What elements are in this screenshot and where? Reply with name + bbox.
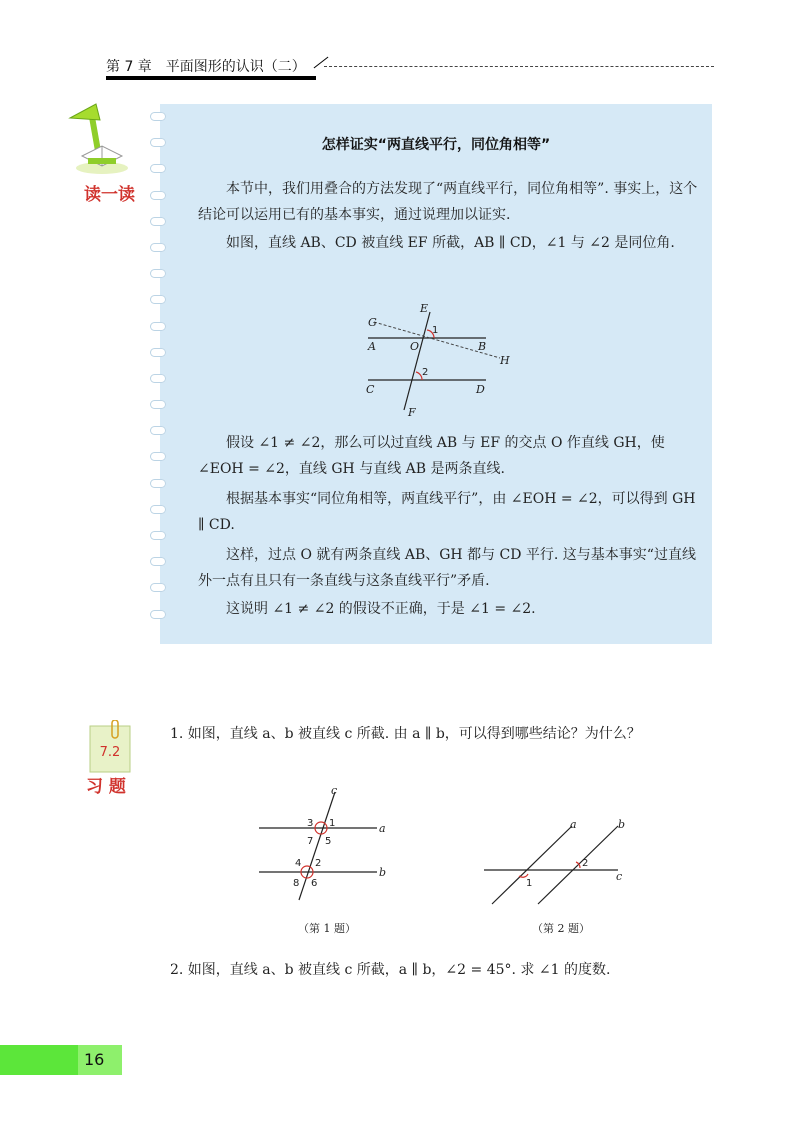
reading-paragraph-5: 这样，过点 O 就有两条直线 AB、GH 都与 CD 平行. 这与基本事实“过直线外一点有且只有一条直线与这条直线平行”矛盾. xyxy=(198,547,696,589)
reading-paragraph-2: 如图，直线 AB、CD 被直线 EF 所截，AB ∥ CD，∠1 与 ∠2 是同位角. xyxy=(226,235,675,251)
header-rule xyxy=(106,76,316,80)
q2fig-label-c: c xyxy=(616,870,623,883)
question2-figure xyxy=(480,816,630,908)
reading-label: 读一读 xyxy=(84,185,135,205)
fig-label-D: D xyxy=(476,383,485,396)
q1fig-angle-7: 7 xyxy=(307,836,314,847)
header-dashed-rule xyxy=(324,66,714,67)
fig-label-H: H xyxy=(500,354,510,367)
q1fig-angle-4: 4 xyxy=(295,858,302,869)
fig-label-A: A xyxy=(368,340,376,353)
parallel-lines-figure xyxy=(360,300,520,420)
q1fig-angle-2: 2 xyxy=(315,858,322,869)
exercise-label: 习 题 xyxy=(86,777,126,797)
q1fig-label-b: b xyxy=(379,866,387,879)
caption-question-1: （第 1 题） xyxy=(298,922,356,935)
q1fig-label-c: c xyxy=(331,784,338,797)
fig-label-F: F xyxy=(408,406,416,419)
q1fig-angle-8: 8 xyxy=(293,878,300,889)
fig-label-E: E xyxy=(420,302,429,315)
fig-label-angle1: 1 xyxy=(432,325,439,336)
fig-label-C: C xyxy=(366,383,375,396)
q1fig-angle-5: 5 xyxy=(325,836,332,847)
reading-paragraph-3: 假设 ∠1 ≠ ∠2，那么可以过直线 AB 与 EF 的交点 O 作直线 GH，使 ∠EOH = ∠2，直线 GH 与直线 AB 是两条直线. xyxy=(198,435,665,477)
reading-paragraph-6: 这说明 ∠1 ≠ ∠2 的假设不正确，于是 ∠1 = ∠2. xyxy=(226,601,536,617)
q2fig-angle-1: 1 xyxy=(526,878,533,889)
spiral-binding xyxy=(150,112,170,632)
fig-label-B: B xyxy=(478,340,487,353)
question1-figure xyxy=(255,784,395,904)
fig-label-G: G xyxy=(368,316,377,329)
exercise-question-1: 1. 如图，直线 a、b 被直线 c 所截. 由 a ∥ b，可以得到哪些结论？为什么？ xyxy=(170,726,641,742)
reading-paragraph-1: 本节中，我们用叠合的方法发现了“两直线平行，同位角相等”. 事实上，这个结论可以运用已有的基本事实，通过说理加以证实. xyxy=(198,181,698,223)
badge-number: 7.2 xyxy=(99,745,121,760)
page-header xyxy=(106,52,716,82)
q1fig-angle-3: 3 xyxy=(307,818,314,829)
q1fig-angle-6: 6 xyxy=(311,878,318,889)
q2fig-label-b: b xyxy=(618,818,626,831)
reading-title: 怎样证实“两直线平行，同位角相等” xyxy=(321,137,551,153)
fig-label-angle2: 2 xyxy=(422,367,429,378)
page-number: 16 xyxy=(84,1050,105,1069)
caption-question-2: （第 2 题） xyxy=(532,922,590,935)
exercise-question-2: 2. 如图，直线 a、b 被直线 c 所截，a ∥ b，∠2 = 45°. 求 ∠1 的度数. xyxy=(170,962,611,978)
q1fig-label-a: a xyxy=(379,822,386,835)
q2fig-angle-2: 2 xyxy=(582,858,589,869)
q1fig-angle-1: 1 xyxy=(329,818,336,829)
chapter-title: 第 7 章 平面图形的认识（二） xyxy=(106,59,306,75)
q2fig-label-a: a xyxy=(570,818,577,831)
reading-paragraph-4: 根据基本事实“同位角相等，两直线平行”，由 ∠EOH = ∠2，可以得到 GH ∥ CD. xyxy=(198,491,696,533)
fig-label-O: O xyxy=(410,340,420,353)
